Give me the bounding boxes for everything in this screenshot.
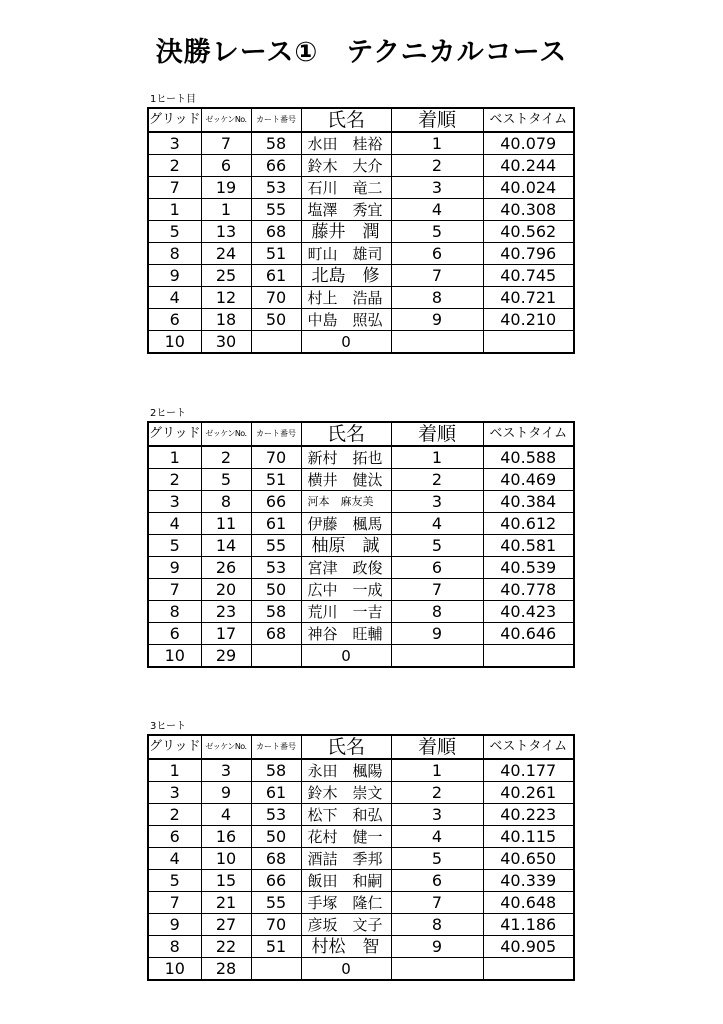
cell-zekken: 22	[201, 936, 251, 958]
cell-rank: 5	[391, 221, 483, 243]
table-row	[148, 958, 574, 981]
cell-rank: 3	[391, 491, 483, 513]
cell-rank: 8	[391, 601, 483, 623]
cell-kart: 70	[251, 446, 301, 469]
heat-3-body	[148, 759, 574, 980]
cell-rank: 9	[391, 623, 483, 645]
header-best: ベストタイム	[483, 735, 574, 759]
cell-best: 40.339	[483, 870, 574, 892]
heat-1-body	[148, 132, 574, 353]
heat-1-label: 1ヒート目	[150, 94, 196, 105]
cell-name: 新村 拓也	[301, 446, 391, 469]
cell-name: 手塚 隆仁	[301, 892, 391, 914]
cell-best: 40.588	[483, 446, 574, 469]
table-row	[148, 287, 574, 309]
cell-best: 40.648	[483, 892, 574, 914]
cell-rank: 7	[391, 265, 483, 287]
table-row	[148, 579, 574, 601]
heat-2-body	[148, 446, 574, 667]
cell-rank: 7	[391, 579, 483, 601]
cell-grid: 1	[148, 759, 201, 782]
cell-best: 40.646	[483, 623, 574, 645]
cell-kart	[251, 645, 301, 668]
cell-zekken: 18	[201, 309, 251, 331]
heat-3-table	[147, 734, 575, 981]
cell-zekken: 27	[201, 914, 251, 936]
cell-name: 塩澤 秀宜	[301, 199, 391, 221]
table-row	[148, 469, 574, 491]
cell-zekken: 26	[201, 557, 251, 579]
table-row	[148, 513, 574, 535]
cell-best: 40.384	[483, 491, 574, 513]
cell-kart: 70	[251, 287, 301, 309]
table-row	[148, 826, 574, 848]
table-header-row	[148, 108, 574, 132]
cell-best: 40.115	[483, 826, 574, 848]
cell-kart: 50	[251, 579, 301, 601]
cell-grid: 10	[148, 331, 201, 354]
cell-name: 村松 智	[301, 936, 391, 958]
cell-kart: 68	[251, 623, 301, 645]
cell-name: 花村 健一	[301, 826, 391, 848]
cell-zekken: 9	[201, 782, 251, 804]
cell-kart	[251, 958, 301, 981]
header-best: ベストタイム	[483, 108, 574, 132]
cell-kart: 55	[251, 535, 301, 557]
cell-best: 40.024	[483, 177, 574, 199]
table-row	[148, 199, 574, 221]
cell-rank: 2	[391, 155, 483, 177]
cell-rank: 5	[391, 535, 483, 557]
cell-name: 横井 健汰	[301, 469, 391, 491]
table-row	[148, 601, 574, 623]
cell-zekken: 17	[201, 623, 251, 645]
cell-rank: 1	[391, 446, 483, 469]
table-row	[148, 804, 574, 826]
cell-grid: 9	[148, 265, 201, 287]
cell-kart: 66	[251, 491, 301, 513]
cell-grid: 6	[148, 623, 201, 645]
cell-grid: 9	[148, 557, 201, 579]
cell-kart: 58	[251, 759, 301, 782]
cell-name: 鈴木 崇文	[301, 782, 391, 804]
cell-zekken: 2	[201, 446, 251, 469]
cell-rank: 1	[391, 759, 483, 782]
cell-best: 40.244	[483, 155, 574, 177]
cell-grid: 3	[148, 491, 201, 513]
cell-grid: 5	[148, 221, 201, 243]
table-row	[148, 892, 574, 914]
cell-rank	[391, 958, 483, 981]
cell-kart: 68	[251, 848, 301, 870]
cell-zekken: 23	[201, 601, 251, 623]
header-kart: カート番号	[251, 735, 301, 759]
table-row	[148, 132, 574, 155]
cell-grid: 10	[148, 645, 201, 668]
cell-zekken: 29	[201, 645, 251, 668]
cell-kart: 66	[251, 870, 301, 892]
cell-best: 40.210	[483, 309, 574, 331]
cell-kart	[251, 331, 301, 354]
cell-best: 40.423	[483, 601, 574, 623]
header-rank: 着順	[391, 108, 483, 132]
header-name: 氏名	[301, 735, 391, 759]
cell-rank: 6	[391, 557, 483, 579]
cell-kart: 51	[251, 243, 301, 265]
cell-rank: 6	[391, 243, 483, 265]
cell-zekken: 5	[201, 469, 251, 491]
cell-grid: 3	[148, 132, 201, 155]
cell-kart: 70	[251, 914, 301, 936]
cell-best	[483, 645, 574, 668]
cell-kart: 51	[251, 469, 301, 491]
cell-best: 40.581	[483, 535, 574, 557]
cell-best: 41.186	[483, 914, 574, 936]
cell-zekken: 4	[201, 804, 251, 826]
cell-kart: 61	[251, 782, 301, 804]
cell-kart: 50	[251, 826, 301, 848]
cell-best	[483, 958, 574, 981]
cell-name: 宮津 政俊	[301, 557, 391, 579]
cell-grid: 7	[148, 892, 201, 914]
cell-rank: 1	[391, 132, 483, 155]
header-zekken: ゼッケンNo.	[201, 108, 251, 132]
header-name: 氏名	[301, 108, 391, 132]
heat-2-table	[147, 421, 575, 668]
cell-best: 40.261	[483, 782, 574, 804]
cell-name: 0	[301, 331, 391, 354]
table-row	[148, 870, 574, 892]
heat-1-table	[147, 107, 575, 354]
cell-rank: 3	[391, 804, 483, 826]
cell-kart: 58	[251, 132, 301, 155]
cell-grid: 2	[148, 155, 201, 177]
cell-rank: 2	[391, 469, 483, 491]
cell-best: 40.721	[483, 287, 574, 309]
table-row	[148, 557, 574, 579]
cell-zekken: 10	[201, 848, 251, 870]
cell-kart: 51	[251, 936, 301, 958]
table-row	[148, 177, 574, 199]
cell-rank: 9	[391, 936, 483, 958]
cell-name: 荒川 一吉	[301, 601, 391, 623]
cell-best: 40.308	[483, 199, 574, 221]
cell-best: 40.177	[483, 759, 574, 782]
header-rank: 着順	[391, 735, 483, 759]
cell-grid: 2	[148, 804, 201, 826]
cell-kart: 66	[251, 155, 301, 177]
cell-grid: 8	[148, 243, 201, 265]
cell-best: 40.469	[483, 469, 574, 491]
table-row	[148, 331, 574, 354]
cell-best: 40.562	[483, 221, 574, 243]
table-row	[148, 645, 574, 668]
cell-rank: 6	[391, 870, 483, 892]
cell-grid: 9	[148, 914, 201, 936]
cell-name: 0	[301, 645, 391, 668]
header-name: 氏名	[301, 422, 391, 446]
cell-best: 40.223	[483, 804, 574, 826]
cell-best: 40.796	[483, 243, 574, 265]
cell-kart: 61	[251, 513, 301, 535]
cell-zekken: 8	[201, 491, 251, 513]
cell-kart: 61	[251, 265, 301, 287]
cell-best: 40.612	[483, 513, 574, 535]
cell-kart: 50	[251, 309, 301, 331]
header-rank: 着順	[391, 422, 483, 446]
header-zekken: ゼッケンNo.	[201, 735, 251, 759]
cell-rank: 4	[391, 513, 483, 535]
cell-grid: 6	[148, 826, 201, 848]
cell-rank: 8	[391, 287, 483, 309]
cell-kart: 55	[251, 892, 301, 914]
cell-name: 石川 竜二	[301, 177, 391, 199]
header-kart: カート番号	[251, 108, 301, 132]
cell-zekken: 15	[201, 870, 251, 892]
heat-3-label: 3ヒート	[150, 721, 186, 732]
header-grid: グリッド	[148, 422, 201, 446]
table-row	[148, 623, 574, 645]
cell-zekken: 28	[201, 958, 251, 981]
cell-zekken: 11	[201, 513, 251, 535]
table-row	[148, 848, 574, 870]
table-row	[148, 759, 574, 782]
cell-kart: 53	[251, 557, 301, 579]
cell-grid: 5	[148, 535, 201, 557]
table-row	[148, 243, 574, 265]
cell-zekken: 14	[201, 535, 251, 557]
cell-grid: 5	[148, 870, 201, 892]
cell-name: 彦坂 文子	[301, 914, 391, 936]
cell-name: 北島 修	[301, 265, 391, 287]
table-header-row	[148, 735, 574, 759]
cell-grid: 6	[148, 309, 201, 331]
cell-zekken: 21	[201, 892, 251, 914]
cell-best	[483, 331, 574, 354]
cell-name: 中島 照弘	[301, 309, 391, 331]
cell-rank: 9	[391, 309, 483, 331]
header-grid: グリッド	[148, 735, 201, 759]
cell-zekken: 3	[201, 759, 251, 782]
cell-name: 松下 和弘	[301, 804, 391, 826]
cell-grid: 4	[148, 848, 201, 870]
heat-2-label: 2ヒート	[150, 408, 186, 419]
cell-name: 河本 麻友美	[301, 491, 391, 513]
table-row	[148, 535, 574, 557]
cell-zekken: 20	[201, 579, 251, 601]
cell-grid: 1	[148, 199, 201, 221]
table-header-row	[148, 422, 574, 446]
cell-zekken: 7	[201, 132, 251, 155]
cell-name: 飯田 和嗣	[301, 870, 391, 892]
table-row	[148, 221, 574, 243]
header-grid: グリッド	[148, 108, 201, 132]
cell-best: 40.778	[483, 579, 574, 601]
cell-rank: 5	[391, 848, 483, 870]
header-best: ベストタイム	[483, 422, 574, 446]
cell-best: 40.650	[483, 848, 574, 870]
table-row	[148, 265, 574, 287]
cell-rank: 8	[391, 914, 483, 936]
cell-rank	[391, 331, 483, 354]
cell-grid: 2	[148, 469, 201, 491]
cell-rank: 2	[391, 782, 483, 804]
cell-rank: 4	[391, 199, 483, 221]
cell-zekken: 25	[201, 265, 251, 287]
cell-zekken: 30	[201, 331, 251, 354]
table-row	[148, 914, 574, 936]
cell-kart: 58	[251, 601, 301, 623]
header-kart: カート番号	[251, 422, 301, 446]
table-row	[148, 309, 574, 331]
cell-kart: 68	[251, 221, 301, 243]
cell-rank	[391, 645, 483, 668]
cell-rank: 3	[391, 177, 483, 199]
cell-zekken: 13	[201, 221, 251, 243]
cell-name: 伊藤 楓馬	[301, 513, 391, 535]
table-row	[148, 446, 574, 469]
cell-zekken: 12	[201, 287, 251, 309]
cell-zekken: 16	[201, 826, 251, 848]
cell-rank: 4	[391, 826, 483, 848]
cell-grid: 4	[148, 513, 201, 535]
cell-grid: 3	[148, 782, 201, 804]
cell-rank: 7	[391, 892, 483, 914]
cell-name: 町山 雄司	[301, 243, 391, 265]
cell-grid: 4	[148, 287, 201, 309]
cell-grid: 8	[148, 936, 201, 958]
cell-zekken: 19	[201, 177, 251, 199]
cell-best: 40.079	[483, 132, 574, 155]
cell-grid: 8	[148, 601, 201, 623]
cell-grid: 1	[148, 446, 201, 469]
cell-best: 40.905	[483, 936, 574, 958]
cell-kart: 53	[251, 177, 301, 199]
header-zekken: ゼッケンNo.	[201, 422, 251, 446]
cell-best: 40.539	[483, 557, 574, 579]
cell-name: 0	[301, 958, 391, 981]
cell-zekken: 24	[201, 243, 251, 265]
cell-name: 村上 浩晶	[301, 287, 391, 309]
cell-kart: 55	[251, 199, 301, 221]
cell-name: 藤井 潤	[301, 221, 391, 243]
cell-name: 柚原 誠	[301, 535, 391, 557]
cell-grid: 7	[148, 177, 201, 199]
cell-name: 神谷 旺輔	[301, 623, 391, 645]
cell-zekken: 6	[201, 155, 251, 177]
cell-zekken: 1	[201, 199, 251, 221]
cell-kart: 53	[251, 804, 301, 826]
table-row	[148, 155, 574, 177]
cell-name: 鈴木 大介	[301, 155, 391, 177]
cell-name: 水田 桂裕	[301, 132, 391, 155]
cell-grid: 7	[148, 579, 201, 601]
cell-name: 広中 一成	[301, 579, 391, 601]
table-row	[148, 782, 574, 804]
cell-grid: 10	[148, 958, 201, 981]
page-title: 決勝レース① テクニカルコース	[155, 37, 568, 68]
table-row	[148, 936, 574, 958]
cell-best: 40.745	[483, 265, 574, 287]
table-row	[148, 491, 574, 513]
cell-name: 永田 楓陽	[301, 759, 391, 782]
cell-name: 酒詰 季邦	[301, 848, 391, 870]
